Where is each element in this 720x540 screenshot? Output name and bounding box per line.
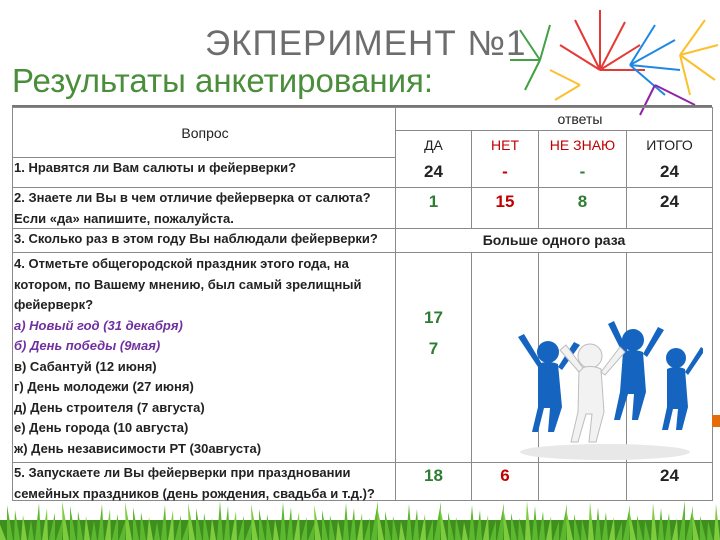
q4-option-f: е) День города (10 августа) bbox=[14, 420, 189, 435]
question-5-line2: семейных праздников (день рождения, свадьба и т.д.)? bbox=[14, 485, 375, 501]
col-header-dont-know: НЕ ЗНАЮ bbox=[549, 137, 616, 153]
answers-header: ответы bbox=[557, 111, 603, 127]
grass-decoration bbox=[0, 490, 720, 540]
q4-value-b: 7 bbox=[428, 339, 439, 358]
q4-option-g: ж) День независимости РТ (30августа) bbox=[14, 440, 262, 456]
q4-option-e: д) День строителя (7 августа) bbox=[14, 399, 205, 415]
col-header-total: ИТОГО bbox=[646, 137, 693, 153]
q5-no: 6 bbox=[500, 466, 510, 485]
question-2-line1: 2. Знаете ли Вы в чем отличие фейерверка от салюта? bbox=[14, 190, 371, 205]
question-2-line2: Если «да» напишите, пожалуйста. bbox=[14, 210, 234, 226]
q2-total: 24 bbox=[660, 192, 679, 211]
q4-option-d: г) День молодежи (27 июня) bbox=[14, 379, 194, 394]
q4-value-a: 17 bbox=[424, 308, 443, 327]
question-4-line2: котором, по Вашему мнению, был самый зрелищный bbox=[14, 276, 362, 292]
question-5-line1: 5. Запускаете ли Вы фейерверки при праздновании bbox=[14, 465, 351, 480]
col-header-yes: ДА bbox=[424, 137, 443, 153]
col-header-no: НЕТ bbox=[491, 137, 519, 153]
q5-yes: 18 bbox=[424, 466, 443, 485]
question-4-line3: фейерверк? bbox=[14, 297, 94, 312]
q2-yes: 1 bbox=[428, 192, 439, 211]
q3-answer: Больше одного раза bbox=[482, 232, 626, 248]
question-4 bbox=[14, 254, 394, 459]
question-1: 1. Нравятся ли Вам салюты и фейерверки? bbox=[14, 160, 297, 175]
orange-accent bbox=[712, 415, 720, 427]
page-title: ЭКПЕРИМЕНТ №1 bbox=[205, 24, 527, 63]
question-4-line1: 4. Отметьте общегородской праздник этого года, на bbox=[14, 256, 349, 271]
q1-dont-know: - bbox=[579, 162, 586, 181]
page-subtitle: Результаты анкетирования: bbox=[12, 62, 434, 99]
q5-total: 24 bbox=[660, 466, 679, 485]
q4-option-b: б) День победы (9мая) bbox=[14, 338, 161, 353]
question-2 bbox=[14, 188, 394, 229]
jumping-people-image bbox=[508, 312, 703, 462]
q4-option-c: в) Сабантуй (12 июня) bbox=[14, 358, 157, 374]
q2-dont-know: 8 bbox=[577, 192, 588, 211]
q2-no: 15 bbox=[495, 192, 515, 211]
q4-option-a: а) Новый год (31 декабря) bbox=[14, 317, 183, 333]
q1-no: - bbox=[502, 162, 508, 181]
q1-yes: 24 bbox=[424, 162, 443, 181]
question-3: 3. Сколько раз в этом году Вы наблюдали фейерверки? bbox=[14, 231, 378, 246]
q1-total: 24 bbox=[660, 162, 679, 181]
question-column-header: Вопрос bbox=[181, 125, 229, 141]
